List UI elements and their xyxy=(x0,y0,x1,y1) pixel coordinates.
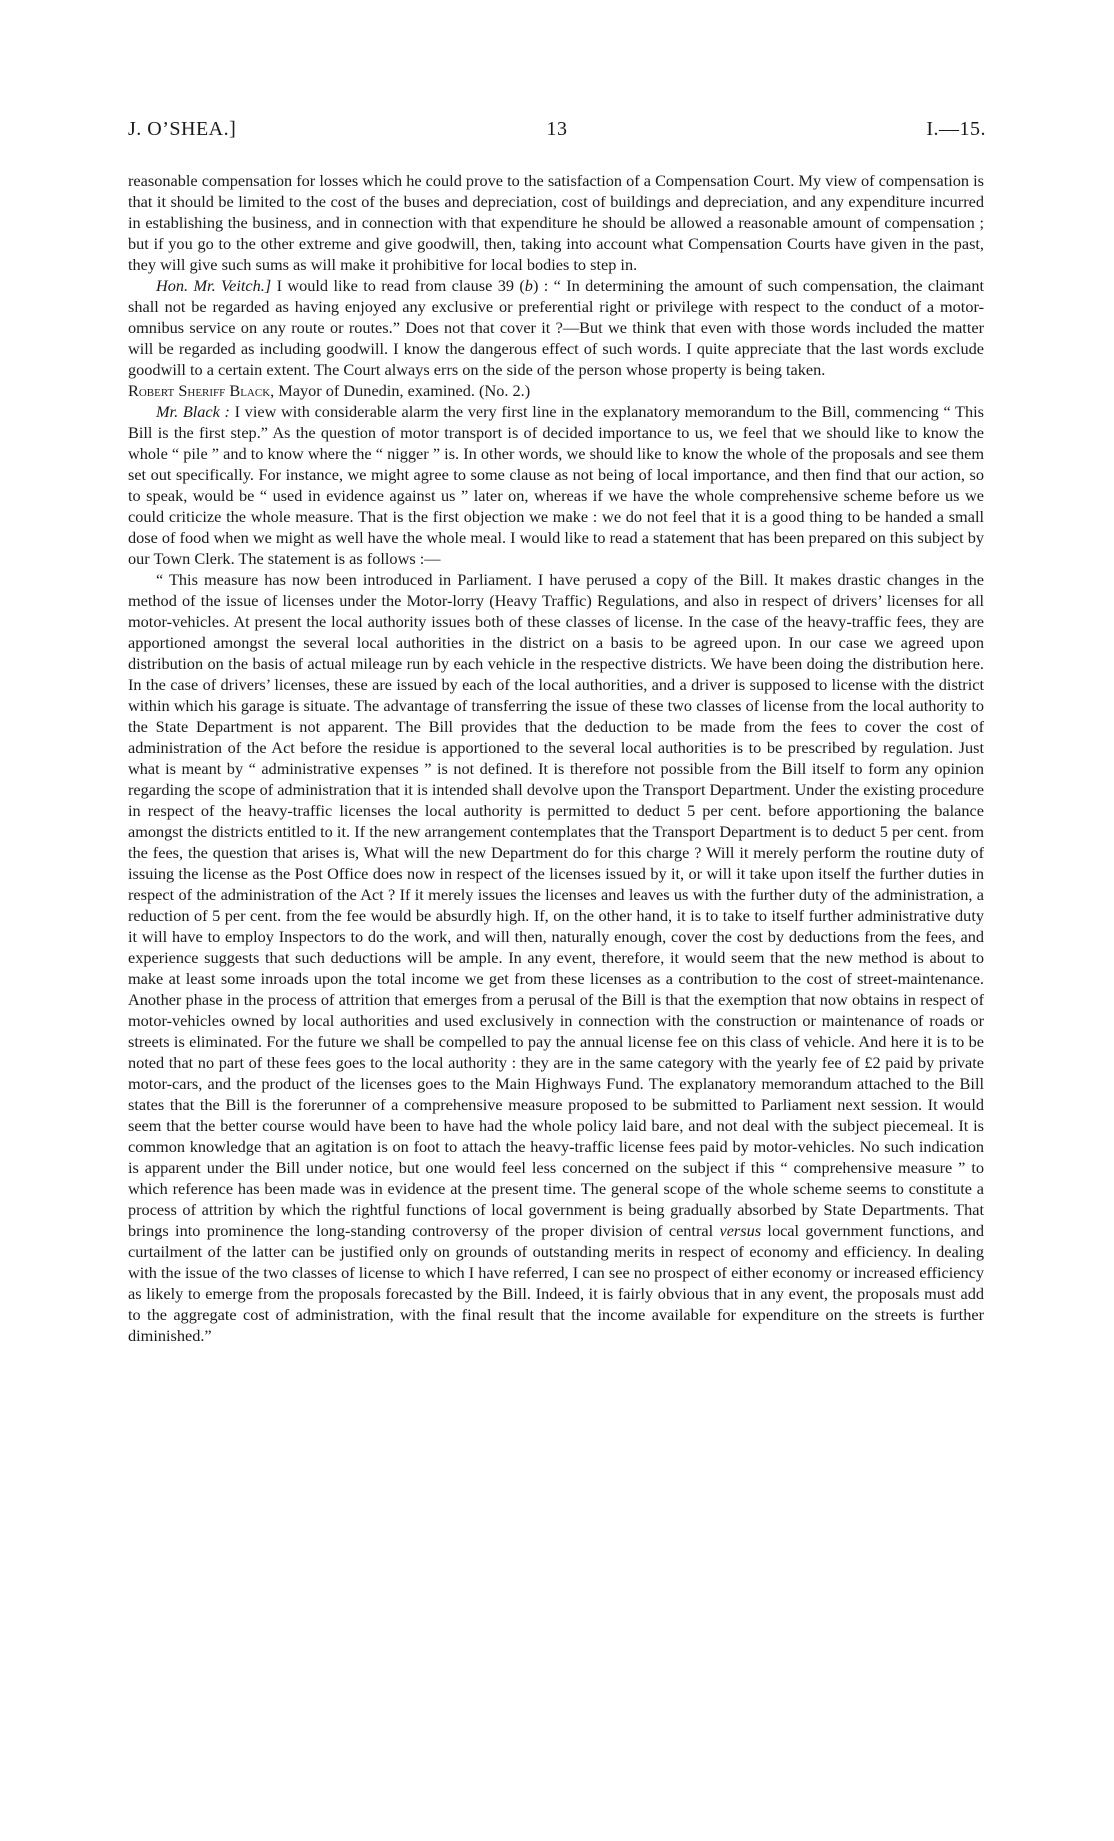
witness-name: Robert Sheriff Black xyxy=(128,381,271,400)
versus-word: versus xyxy=(719,1221,762,1240)
page-header xyxy=(128,118,986,148)
black-intro-paragraph xyxy=(128,401,984,569)
document-body xyxy=(128,170,984,1346)
section-heading-black xyxy=(128,380,984,401)
oshea-continued-paragraph: reasonable compensation for losses which he could prove to the satisfaction of a Compensation Court. My view of compensation is that it should be limited to the cost of the buses and depreciation, cost of buildings and depreciation, and any expenditure incurred in establishing the business, and in connection with that expenditure he should be allowed a reasonable amount of compensation ; but if you go to the other extreme and give goodwill, then, taking into account what Compensation Courts have given in the past, they will give such sums as will make it prohibitive for local bodies to step in. xyxy=(128,171,984,274)
black-intro-text: I view with considerable alarm the very first line in the explanatory memorandum to the Bill, commencing “ This Bill is the first step.” As the question of motor transport is of decided importance to us, we feel that we should like to know the whole “ pile ” and to know where the “ nigger ” is. In other words, we should like to know the whole of the proposals and see them set out specifically. For instance, we might agree to some clause as not being of local importance, and then find that our action, so to speak, would be “ used in evidence against us ” later on, whereas if we have the whole comprehensive scheme before us we could criticize the whole measure. That is the first objection we make : we do not feel that it is a good thing to be handed a small dose of food when we might as well have the whole meal. I would like to read a statement that has been prepared on this subject by our Town Clerk. The statement is as follows :— xyxy=(128,402,984,568)
veitch-text-part1: I would like to read from clause 39 ( xyxy=(271,276,525,295)
town-clerk-statement-paragraph xyxy=(128,569,984,1346)
speaker-black: Mr. Black : xyxy=(156,402,230,421)
statement-part2: local government functions, and curtailment of the latter can be justified only on grounds of outstanding merits in respect of economy and efficiency. In dealing with the issue of the two classes of license to which I have referred, I can see no prospect of either economy or increased efficiency as likely to emerge from the proposals forecasted by the Bill. Indeed, it is fairly obvious that in any event, the proposals must add to the aggregate cost of administration, with the final result that the income available for expenditure on the streets is further diminished.” xyxy=(128,1221,984,1345)
header-witness-name: J. O’SHEA.] xyxy=(128,118,237,140)
speaker-veitch: Hon. Mr. Veitch.] xyxy=(156,276,272,295)
clause-letter: b xyxy=(524,276,533,295)
statement-part1: “ This measure has now been introduced in Parliament. I have perused a copy of the Bill. It makes drastic changes in the method of the issue of licenses under the Motor-lorry (Heavy Traffic) Regulations, and also in respect of drivers’ licenses for all motor-vehicles. At present the local authority issues both of these classes of license. In the case of the heavy-traffic fees, they are apportioned amongst the several local authorities in the district on a basis to be agreed upon. In our case we agreed upon distribution on the basis of actual mileage run by each vehicle in the respective districts. We have been doing the distribution here. In the case of drivers’ licenses, these are issued by each of the local authorities, and a driver is supposed to license with the district within which his garage is situate. The advantage of transferring the issue of these two classes of license from the local authority to the State Department is not apparent. The Bill provides that the deduction to be made from the fees to cover the cost of administration of the Act before the residue is apportioned to the several local authorities is to be prescribed by regulation. Just what is meant by “ administrative expenses ” is not defined. It is therefore not possible from the Bill itself to form any opinion regarding the scope of administration that it is intended shall devolve upon the Transport Department. Under the existing procedure in respect of the heavy-traffic licenses the local authority is permitted to deduct 5 per cent. before apportioning the balance amongst the districts entitled to it. If the new arrangement contemplates that the Transport Department is to deduct 5 per cent. from the fees, the question that arises is, What will the new Department do for this charge ? Will it merely perform the routine duty of issuing the license as the Post Office does now in respect of the licenses issued by it, or will it take upon itself the further duties in respect of the administration of the Act ? If it merely issues the licenses and leaves us with the further duty of the administration, a reduction of 5 per cent. from the fee would be absurdly high. If, on the other hand, it is to take to itself further administrative duty it will have to employ Inspectors to do the work, and will then, naturally enough, cover the cost by deductions from the fees, and experience suggests that such deductions will be ample. In any event, therefore, it would seem that the new method is about to make at least some inroads upon the total income we get from these licenses as a contribution to the cost of street-maintenance. Another phase in the process of attrition that emerges from a perusal of the Bill is that the exemption that now obtains in respect of motor-vehicles owned by local authorities and used exclusively in connection with the construction or maintenance of roads or streets is eliminated. For the future we shall be compelled to pay the annual license fee on this class of vehicle. And here it is to be noted that no part of these fees goes to the local authority : they are in the same category with the yearly fee of £2 paid by private motor-cars, and the product of the licenses goes to the Main Highways Fund. The explanatory memorandum attached to the Bill states that the Bill is the forerunner of a comprehensive measure proposed to be submitted to Parliament next session. It would seem that the better course would have been to have had the whole policy laid bare, and not deal with the subject piecemeal. It is common knowledge that an agitation is on foot to attach the heavy-traffic license fees paid by motor-vehicles. No such indication is apparent under the Bill under notice, but one would feel less concerned on the subject if this “ comprehensive measure ” to which reference has been made was in evidence at the present time. The general scope of the whole scheme seems to constitute a process of attrition by which the rightful functions of local government is being gradually absorbed by State Departments. That brings into prominence the long-standing controversy of the proper division of central xyxy=(128,570,984,1240)
witness-description: , Mayor of Dunedin, examined. (No. 2.) xyxy=(270,381,531,400)
page-number: 13 xyxy=(546,118,568,140)
veitch-question-paragraph xyxy=(128,275,984,380)
document-reference: I.—15. xyxy=(926,118,986,140)
veitch-text-part2: ) : “ In determining the amount of such compensation, the claimant shall not be regarded as having enjoyed any exclusive or preferential right or privilege with respect to the conduct of a motor-omnibus service on any route or routes.” Does not that cover it ?—But we think that even with those words included the matter will be regarded as including goodwill. I know the dangerous effect of such words. I quite appreciate that the last words exclude goodwill to a certain extent. The Court always errs on the side of the person whose property is being taken. xyxy=(128,276,984,379)
